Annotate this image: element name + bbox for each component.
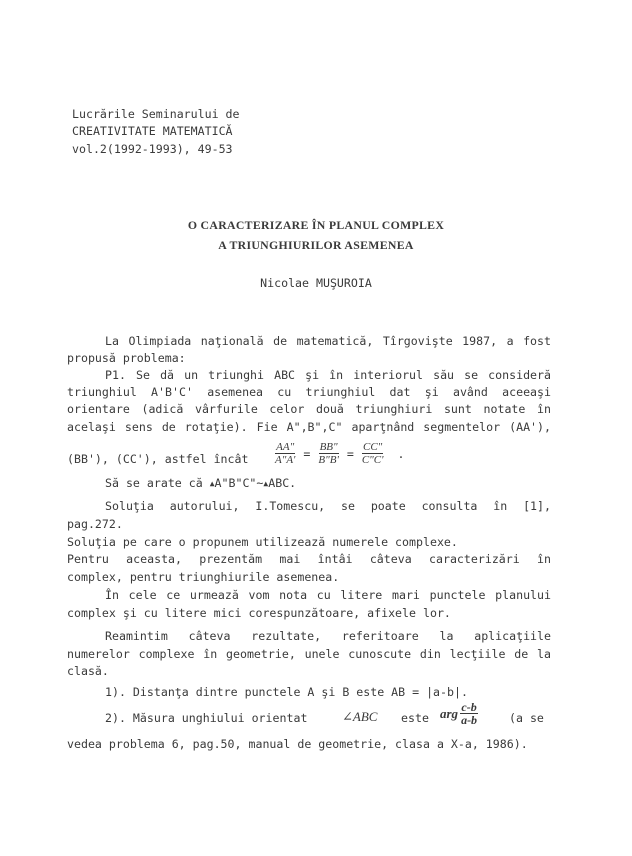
paragraph-line: numerelor complexe în geometrie, unele cunoscute din lecţiile de la	[67, 647, 551, 661]
paragraph-line: Reamintim câteva rezultate, referitoare la aplicaţiile	[105, 629, 551, 643]
paragraph-line: complex, pentru triunghiurile asemenea.	[67, 570, 340, 584]
fraction-numerator: BB"	[319, 441, 338, 453]
fraction-denominator: C"C'	[361, 454, 384, 466]
problem-statement-line: P1. Se dă un triunghi ABC şi în interiorul său se consideră	[105, 368, 551, 382]
paragraph-line: pag.272.	[67, 517, 123, 531]
author: Nicolae MUŞUROIA	[260, 276, 372, 290]
fraction-numerator: CC"	[362, 441, 383, 453]
list-item: vedea problema 6, pag.50, manual de geometrie, clasa a X-a, 1986).	[67, 737, 528, 751]
problem-statement-line: orientare (adică vârfurile celor două triunghiuri sunt notate în	[67, 402, 551, 416]
problem-statement-line: (BB'), (CC'), astfel încât	[67, 452, 249, 466]
triangle-icon: ▲	[263, 479, 269, 488]
period: .	[397, 446, 405, 461]
fraction-cc	[361, 441, 385, 466]
journal-subtitle: CREATIVITATE MATEMATICĂ	[72, 124, 233, 138]
conclusion-text: A"B"C"~	[214, 476, 264, 490]
paragraph-line: clasă.	[67, 664, 109, 678]
journal-volume: vol.2(1992-1993), 49-53	[72, 142, 233, 156]
conclusion-text: ABC.	[268, 476, 297, 490]
arg-label: arg	[440, 705, 459, 721]
paragraph-line: În cele ce urmează vom nota cu litere mari punctele planului	[105, 588, 551, 602]
fraction-aa	[274, 441, 296, 466]
list-item: 1). Distanţa dintre punctele A şi B este AB = |a-b|.	[105, 685, 468, 699]
arg-expression	[440, 701, 478, 726]
fraction-denominator: A"A'	[275, 454, 296, 466]
ratio-equation	[274, 441, 404, 466]
paper-title-line1: O CARACTERIZARE ÎN PLANUL COMPLEX	[187, 218, 445, 232]
fraction-denominator: a-b	[461, 713, 478, 727]
paper-title-line2: A TRIUNGHIURILOR ASEMENEA	[218, 238, 414, 252]
equals-sign: =	[303, 446, 311, 461]
paragraph-line: propusă problema:	[67, 351, 186, 365]
problem-conclusion	[105, 476, 296, 490]
list-item-text: este	[401, 711, 429, 725]
conclusion-text: Să se arate că	[105, 476, 210, 490]
paragraph-line: La Olimpiada naţională de matematică, Tîrgovişte 1987, a fost	[105, 334, 551, 348]
problem-statement-line: acelaşi sens de rotaţie). Fie A",B",C" aparţnând segmentelor (AA'),	[67, 420, 551, 434]
fraction-cb-ab	[460, 701, 478, 726]
list-item-text: (a se	[509, 711, 544, 725]
fraction-bb	[317, 441, 339, 466]
paragraph-line: Pentru aceasta, prezentăm mai întâi câteva caracterizări în	[67, 552, 551, 566]
paragraph-line: Soluţia pe care o propunem utilizează numerele complexe.	[67, 535, 458, 549]
triangle-icon: ▲	[209, 479, 215, 488]
fraction-numerator: c-b	[461, 700, 477, 714]
journal-name: Lucrările Seminarului de	[72, 107, 240, 121]
fraction-denominator: B"B'	[318, 454, 339, 466]
angle-abc: ∠ABC	[342, 709, 378, 724]
equals-sign: =	[346, 446, 354, 461]
problem-statement-line: triunghiul A'B'C' asemenea cu triunghiul dat şi având aceeaşi	[67, 385, 551, 399]
paragraph-line: complex şi cu litere mici corespunzătoare, afixele lor.	[67, 606, 451, 620]
paragraph-line: Soluţia autorului, I.Tomescu, se poate consulta în [1],	[105, 499, 551, 513]
list-item: 2). Măsura unghiului orientat	[105, 711, 308, 725]
fraction-numerator: AA"	[276, 441, 295, 453]
